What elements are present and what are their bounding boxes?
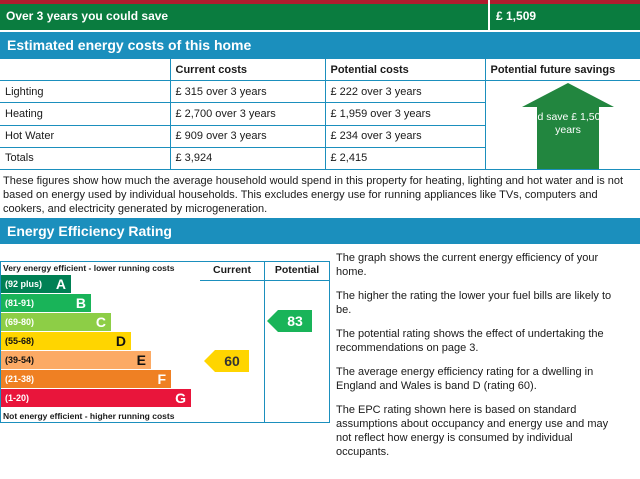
band-f-range: (21-38) xyxy=(5,374,35,384)
potential-column xyxy=(265,261,330,423)
heating-potential: £ 1,959 over 3 years xyxy=(325,103,485,125)
band-b-letter: B xyxy=(75,295,86,311)
current-rating-pointer xyxy=(204,350,249,372)
current-pointer-arrow-icon xyxy=(204,350,215,372)
hot-water-current: £ 909 over 3 years xyxy=(170,125,325,147)
band-f-letter: F xyxy=(157,371,166,387)
savings-callout-text: You could save £ 1,509 over 3 years xyxy=(497,111,639,136)
lighting-potential: £ 222 over 3 years xyxy=(325,81,485,103)
band-a xyxy=(1,275,71,293)
sliver-left xyxy=(0,0,488,4)
savings-strip xyxy=(0,0,640,30)
band-c-range: (69-80) xyxy=(5,317,35,327)
band-e-letter: E xyxy=(136,352,146,368)
savings-callout-cell xyxy=(485,81,640,170)
savings-strip-label: Over 3 years you could save xyxy=(0,2,490,30)
band-a-letter: A xyxy=(55,276,66,292)
table-row xyxy=(0,81,640,103)
totals-potential: £ 2,415 xyxy=(325,147,485,169)
eer-section xyxy=(0,247,640,469)
current-column-title: Current xyxy=(213,264,251,276)
band-f xyxy=(1,370,171,388)
eer-paragraph-4: The average energy efficiency rating for a dwelling in England and Wales is band D (rating 60). xyxy=(336,366,594,392)
current-column xyxy=(200,261,265,423)
band-b-range: (81-91) xyxy=(5,298,35,308)
row-label-hot-water: Hot Water xyxy=(0,125,170,147)
band-g-range: (1-20) xyxy=(5,393,30,403)
eer-paragraph-3: The potential rating shows the effect of undertaking the recommendations on page 3. xyxy=(336,328,604,354)
graph-caption-top: Very energy efficient - lower running costs xyxy=(3,263,175,273)
row-label-lighting: Lighting xyxy=(0,81,170,103)
savings-strip-value: £ 1,509 xyxy=(490,2,640,30)
eer-graph xyxy=(0,247,330,437)
sliver-right xyxy=(490,0,640,4)
eer-explanation xyxy=(330,247,630,469)
eer-section-heading: Energy Efficiency Rating xyxy=(0,218,640,244)
eer-paragraph-2: The higher the rating the lower your fuel bills are likely to be. xyxy=(336,290,612,316)
hot-water-potential: £ 234 over 3 years xyxy=(325,125,485,147)
band-b xyxy=(1,294,91,312)
band-g xyxy=(1,389,191,407)
band-d xyxy=(1,332,131,350)
row-label-totals: Totals xyxy=(0,147,170,169)
eer-paragraph-5: The EPC rating shown here is based on standard assumptions about occupancy and energy use and may not reflect how energy is consumed by individual occupants. xyxy=(336,404,609,458)
arrow-head-icon xyxy=(522,83,614,107)
header-blank xyxy=(0,59,170,81)
band-d-range: (55-68) xyxy=(5,336,35,346)
costs-note: These figures show how much the average household would spend in this property for heating, lighting and hot water and is not based on energy used by individual households. This excludes energy use for running appliances like TVs, computers and cookers, and electricity generated by microgeneration. xyxy=(3,175,624,215)
costs-section-heading: Estimated energy costs of this home xyxy=(0,32,640,58)
savings-arrow xyxy=(491,81,640,169)
current-rating-value: 60 xyxy=(215,350,249,372)
potential-rating-value: 83 xyxy=(278,310,312,332)
potential-column-title: Potential xyxy=(274,264,320,276)
totals-current: £ 3,924 xyxy=(170,147,325,169)
potential-rating-pointer xyxy=(267,310,312,332)
rating-bands xyxy=(1,275,191,408)
potential-pointer-arrow-icon xyxy=(267,310,278,332)
potential-column-divider xyxy=(265,280,329,281)
header-potential-costs: Potential costs xyxy=(325,59,485,81)
band-e-range: (39-54) xyxy=(5,355,35,365)
graph-caption-bottom: Not energy efficient - higher running costs xyxy=(3,411,175,421)
header-potential-savings: Potential future savings xyxy=(485,59,640,81)
lighting-current: £ 315 over 3 years xyxy=(170,81,325,103)
heating-current: £ 2,700 over 3 years xyxy=(170,103,325,125)
band-e xyxy=(1,351,151,369)
current-column-divider xyxy=(200,280,264,281)
row-label-heating: Heating xyxy=(0,103,170,125)
band-g-letter: G xyxy=(175,390,186,406)
band-d-letter: D xyxy=(115,333,126,349)
band-a-range: (92 plus) xyxy=(5,279,43,289)
table-header-row xyxy=(0,59,640,81)
energy-costs-table xyxy=(0,58,640,170)
band-c xyxy=(1,313,111,331)
band-c-letter: C xyxy=(95,314,106,330)
header-current-costs: Current costs xyxy=(170,59,325,81)
eer-paragraph-1: The graph shows the current energy efficiency of your home. xyxy=(336,252,599,278)
current-potential-columns xyxy=(200,261,330,423)
previous-section-sliver xyxy=(0,0,640,4)
